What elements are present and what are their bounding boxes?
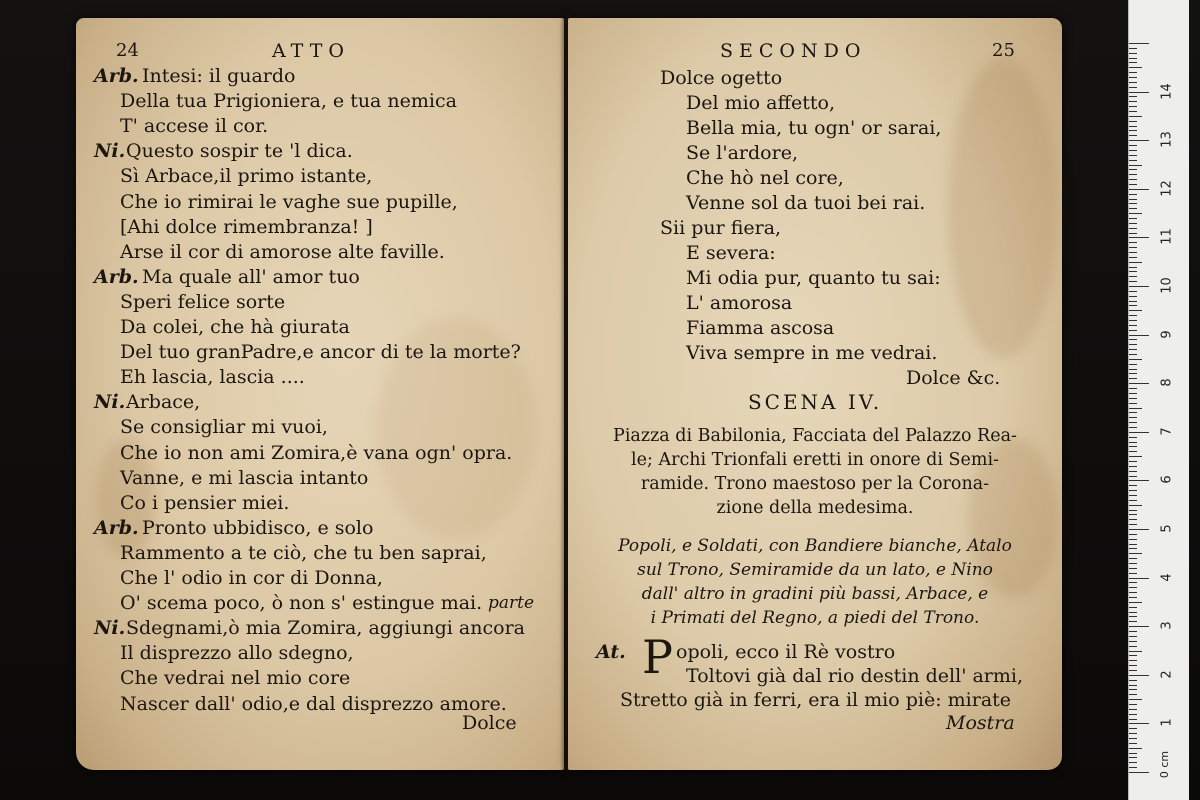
ruler-tick [1129,641,1137,642]
ruler-tick [1129,461,1137,462]
ruler-tick [1129,670,1137,671]
aria-line: Bella mia, tu ogn' or sarai, [686,117,942,139]
ruler-tick [1129,145,1137,146]
ruler-tick [1129,699,1142,700]
ruler-tick [1129,373,1137,374]
ruler-tick [1129,252,1137,253]
ruler-tick [1129,534,1137,535]
ruler-tick [1129,135,1137,136]
ruler-tick [1129,738,1137,739]
verse-line: Sdegnami,ò mia Zomira, aggiungi ancora [126,617,525,640]
verse-line: Della tua Prigioniera, e tua nemica [120,90,457,113]
ruler-unit: 0 cm [1158,750,1172,779]
ruler-tick [1129,651,1142,652]
ruler-tick [1129,354,1137,355]
ruler-tick [1129,233,1137,234]
setting-line: ramide. Trono maestoso per la Corona- [640,474,990,494]
stain [948,58,1058,358]
running-head: ATTO [272,40,350,62]
running-head: SECONDO [720,40,867,62]
characters-line: Popoli, e Soldati, con Bandiere bianche, Atalo [618,536,1012,556]
ruler-tick [1129,325,1137,326]
ruler-tick [1129,442,1137,443]
verse-line: Questo sospir te 'l dica. [126,140,353,163]
speech-line: opoli, ecco il Rè vostro [676,641,896,663]
ruler-tick [1129,223,1137,224]
aria-line: Sii pur fiera, [660,217,782,239]
ruler-label: 11 [1159,228,1175,246]
ruler-tick [1129,476,1137,477]
ruler-tick [1129,247,1137,248]
verse-line: Nascer dall' odio,e dal disprezzo amore. [120,692,507,715]
ruler-tick [1129,296,1137,297]
aria-line: Se l'ardore, [686,142,798,164]
da-capo: Dolce &c. [906,367,1001,389]
verse-line: Co i pensier miei. [120,491,290,514]
ruler-tick [1129,339,1137,340]
ruler-tick [1129,660,1137,661]
ruler-tick [1129,548,1137,549]
verse-line: Che l' odio in cor di Donna, [120,567,383,589]
ruler-tick [1129,762,1137,763]
ruler-tick [1129,388,1137,389]
ruler-tick [1129,286,1149,287]
verse-line: Sì Arbace,il primo istante, [120,165,373,188]
ruler-label: 10 [1159,277,1175,294]
ruler-label: 1 [1159,718,1175,728]
speaker-label: Arb. [94,516,139,539]
verse-line: Ma quale all' amor tuo [142,265,360,288]
ruler-tick [1129,199,1137,200]
ruler-tick [1129,48,1137,49]
ruler-tick [1129,121,1137,122]
ruler-tick [1129,43,1149,44]
right-page [568,18,1062,770]
ruler-tick [1129,330,1137,331]
ruler-tick [1129,573,1137,574]
ruler-label: 2 [1159,670,1175,679]
ruler-tick [1129,174,1137,175]
ruler-tick [1129,519,1137,520]
page-number: 24 [116,40,139,61]
ruler-tick [1129,77,1137,78]
ruler-tick [1129,694,1137,695]
ruler-tick [1129,524,1137,525]
ruler-tick [1129,213,1142,214]
aria-line: Del mio affetto, [686,92,835,114]
ruler-tick [1129,101,1137,102]
ruler-tick [1129,412,1137,413]
ruler-tick [1129,500,1137,501]
ruler-tick [1129,242,1137,243]
ruler-tick [1129,349,1137,350]
ruler-tick [1129,116,1142,117]
ruler-tick [1129,276,1137,277]
ruler-tick [1129,427,1137,428]
ruler-tick [1129,53,1137,54]
ruler-tick [1129,305,1137,306]
speech-line: Stretto già in ferri, era il mio piè: mirate [620,689,1012,711]
ruler-tick [1129,587,1137,588]
verse-line: T' accese il cor. [120,115,269,138]
ruler-tick [1129,169,1137,170]
ruler-label: 6 [1159,475,1175,485]
ruler-tick [1129,568,1137,569]
aria-line: Venne sol da tuoi bei rai. [686,192,926,214]
verse-line: Il disprezzo allo sdegno, [120,642,354,665]
ruler-tick [1129,510,1137,511]
ruler-tick [1129,130,1137,131]
ruler-tick [1129,544,1137,545]
ruler-tick [1129,383,1149,384]
aria-line: Fiamma ascosa [686,317,835,339]
verse-line: Del tuo granPadre,e ancor di te la morte? [120,341,521,364]
ruler-tick [1129,257,1137,258]
ruler-tick [1129,301,1137,302]
ruler-tick [1129,262,1142,263]
ruler-label: 4 [1159,572,1175,582]
ruler-tick [1129,228,1137,229]
ruler-tick [1129,398,1137,399]
speaker-label: Arb. [94,265,139,288]
ruler-tick [1129,485,1137,486]
stage-direction: parte [488,593,535,614]
verse-line: Da colei, che hà giurata [120,316,350,338]
ruler-tick [1129,685,1137,686]
ruler-tick [1129,179,1137,180]
ruler-tick [1129,320,1137,321]
scene-title: SCENA IV. [747,390,883,414]
ruler-tick [1129,271,1137,272]
characters-line: dall' altro in gradini più bassi, Arbace, e [641,584,989,604]
ruler-tick [1129,451,1137,452]
verse-line: Arbace, [126,391,201,414]
ruler-tick [1129,631,1137,632]
ruler-tick [1129,529,1149,530]
ruler-tick [1129,757,1137,758]
ruler-tick [1129,237,1149,238]
ruler-tick [1129,408,1142,409]
aria-line: Mi odia pur, quanto tu sai: [686,267,941,289]
verse-line: Che vedrai nel mio core [120,667,351,690]
ruler-tick [1129,344,1137,345]
ruler-tick [1129,267,1137,268]
speaker-label: At. [596,641,626,663]
ruler-tick [1129,456,1142,457]
ruler-tick [1129,432,1149,433]
ruler-tick [1129,471,1137,472]
ruler-tick [1129,553,1142,554]
ruler-tick [1129,665,1137,666]
ruler-tick [1129,709,1137,710]
ruler-tick [1129,704,1137,705]
aria-line: Viva sempre in me vedrai. [686,342,938,364]
ruler-tick [1129,126,1137,127]
setting-line: Piazza di Babilonia, Facciata del Palazzo Rea- [613,426,1017,446]
ruler-tick [1129,359,1142,360]
ruler-label: 13 [1159,131,1175,148]
verse-line: Arse il cor di amorose alte faville. [120,240,445,263]
ruler-tick [1129,772,1149,773]
ruler-tick [1129,111,1137,112]
verse-line: Pronto ubbidisco, e solo [142,516,374,539]
aria-line: Che hò nel core, [686,167,844,189]
ruler-tick [1129,626,1149,627]
verse-line: Rammento a te ciò, che tu ben saprai, [120,541,487,564]
ruler-tick [1129,96,1137,97]
ruler-tick [1129,466,1137,467]
ruler-tick [1129,612,1137,613]
ruler-tick [1129,369,1137,370]
ruler-tick [1129,733,1137,734]
ruler-label: 7 [1159,427,1175,436]
ruler-tick [1129,378,1137,379]
ruler-tick [1129,646,1137,647]
ruler-tick [1129,87,1137,88]
ruler-tick [1129,495,1137,496]
aria-line: Dolce ogetto [660,67,783,89]
ruler-tick [1129,655,1137,656]
aria-line: L' amorosa [686,292,793,314]
ruler-tick [1129,67,1142,68]
speaker-label: Ni. [94,617,126,640]
ruler-tick [1129,743,1137,744]
left-page [76,18,564,770]
ruler-tick [1129,592,1137,593]
verse-line: [Ahi dolce rimembranza! ] [120,215,373,238]
ruler-tick [1129,490,1137,491]
ruler-tick [1129,165,1142,166]
ruler-label: 8 [1159,378,1175,387]
ruler-tick [1129,417,1137,418]
ruler-tick [1129,719,1137,720]
ruler-tick [1129,189,1149,190]
ruler-tick [1129,393,1137,394]
ruler-tick [1129,422,1137,423]
ruler-tick [1129,291,1137,292]
ruler-tick [1129,767,1137,768]
verse-line: Se consigliar mi vuoi, [120,416,328,439]
verse-line: Che io rimirai le vaghe sue pupille, [120,190,458,213]
ruler-tick [1129,714,1137,715]
ruler-tick [1129,480,1149,481]
ruler-tick [1129,208,1137,209]
ruler-label: 9 [1159,329,1175,339]
ruler-tick [1129,203,1137,204]
verse-line: O' scema poco, ò non s' estingue mai. [120,592,483,615]
ruler-tick [1129,281,1137,282]
ruler-tick [1129,563,1137,564]
characters-line: i Primati del Regno, a piedi del Trono. [650,608,980,628]
ruler-tick [1129,437,1137,438]
ruler-label: 14 [1159,82,1175,100]
ruler-tick [1129,155,1137,156]
verse-line: Speri felice sorte [120,290,286,313]
catchword: Dolce [462,712,517,734]
ruler-tick [1129,607,1137,608]
aria-line: E severa: [686,242,776,264]
ruler-label: 5 [1159,524,1175,533]
ruler-tick [1129,680,1137,681]
ruler-label: 3 [1159,621,1175,630]
ruler-tick [1129,578,1149,579]
ruler-tick [1129,315,1137,316]
ruler-tick [1129,748,1142,749]
ruler-tick [1129,753,1137,754]
ruler-tick [1129,92,1149,93]
ruler-tick [1129,689,1137,690]
setting-line: zione della medesima. [716,498,914,518]
ruler-tick [1129,106,1137,107]
ruler-tick [1129,72,1137,73]
verse-line: Intesi: il guardo [142,65,296,87]
speaker-label: Arb. [94,65,139,87]
page-number: 25 [992,40,1015,61]
speaker-label: Ni. [94,140,126,163]
ruler-tick [1129,218,1137,219]
ruler-tick [1129,602,1142,603]
ruler-tick [1129,82,1137,83]
ruler-tick [1129,621,1137,622]
verse-line: Eh lascia, lascia .... [120,366,305,389]
speaker-label: Ni. [94,391,126,414]
ruler-tick [1129,335,1149,336]
ruler-tick [1129,505,1142,506]
setting-line: le; Archi Trionfali eretti in onore di Semi- [631,450,999,470]
ruler-tick [1129,675,1149,676]
ruler-tick [1129,403,1137,404]
characters-line: sul Trono, Semiramide da un lato, e Nino [637,560,993,580]
verse-line: Vanne, e mi lascia intanto [120,466,369,489]
ruler-tick [1129,558,1137,559]
ruler-tick [1129,446,1137,447]
ruler-tick [1129,514,1137,515]
speech-line: Toltovi già dal rio destin dell' armi, [686,665,1023,687]
ruler-tick [1129,194,1137,195]
catchword: Mostra [946,712,1015,734]
ruler-tick [1129,364,1137,365]
drop-cap: P [642,630,673,684]
ruler-tick [1129,616,1137,617]
ruler-tick [1129,728,1137,729]
ruler-tick [1129,582,1137,583]
ruler-tick [1129,160,1137,161]
ruler-tick [1129,184,1137,185]
ruler-tick [1129,310,1142,311]
verse-line: Che io non ami Zomira,è vana ogn' opra. [120,441,513,464]
measuring-ruler [1128,0,1189,800]
ruler-tick [1129,62,1137,63]
ruler-tick [1129,597,1137,598]
ruler-tick [1129,723,1149,724]
ruler-tick [1129,140,1149,141]
ruler-tick [1129,58,1137,59]
ruler-label: 12 [1159,180,1175,197]
ruler-tick [1129,539,1137,540]
ruler-tick [1129,636,1137,637]
ruler-tick [1129,150,1137,151]
